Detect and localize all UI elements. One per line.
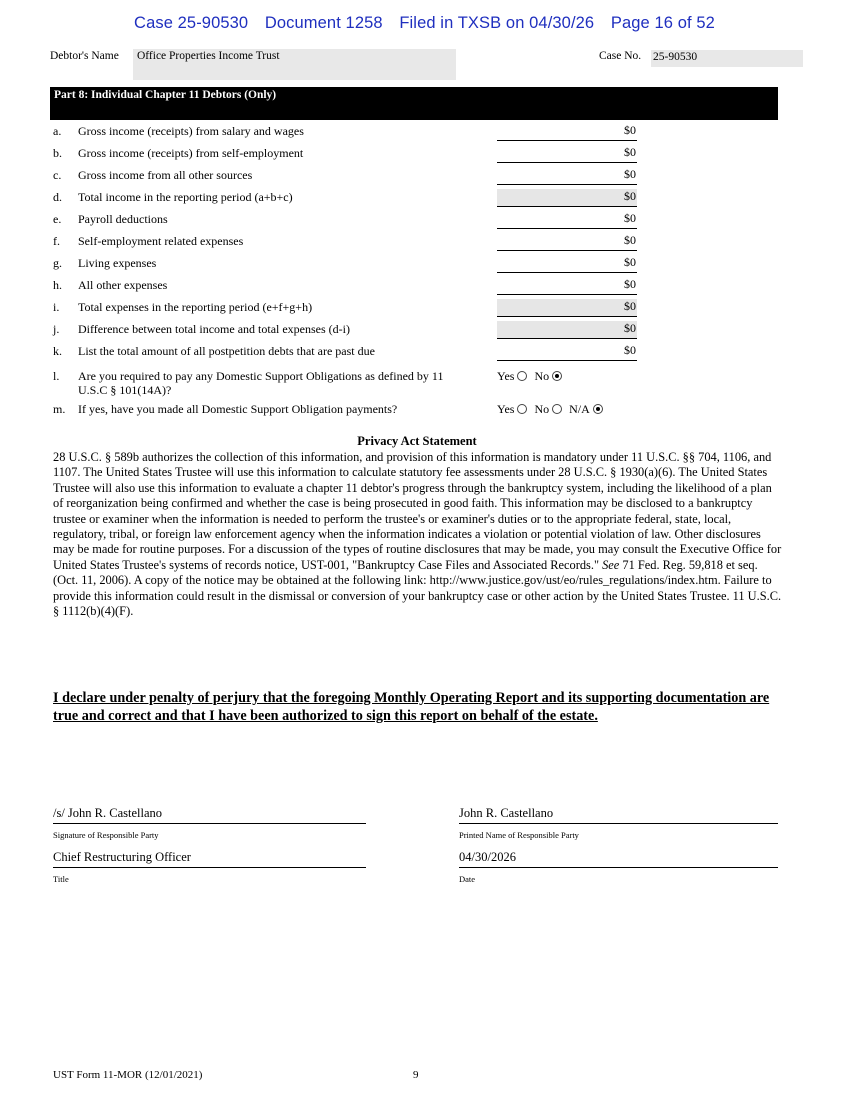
row-letter: i. [53, 300, 60, 314]
title-line [53, 867, 366, 868]
question-line: U.S.C § 101(14A)? [78, 383, 172, 397]
privacy-act-title: Privacy Act Statement [357, 434, 477, 448]
title-value: Chief Restructuring Officer [53, 850, 191, 864]
signature-value: /s/ John R. Castellano [53, 806, 163, 820]
amount-field: $0 [497, 343, 637, 361]
privacy-text: 28 U.S.C. § 589b authorizes the collection of this information, and provision of this information is mandatory under 11 U.S.C. §§ 704, 1106, and 1107. The United States Trustee will use this information to calculate statutory fee assessments under 28 U.S.C. § 1930(a)(6). The United States Trustee will also use this information to evaluate a chapter 11 debtor's progress through the bankruptcy system, including the likelihood of a plan of reorganization being confirmed and whether the case is being prosecuted in good faith. This information may be disclosed to a bankruptcy trustee or examiner when the information is needed to perform the trustee's or examiner's duties or to the appropriate federal, state, local, regulatory, tribal, or foreign law enforcement agency when the information indicates a violation or potential violation of law. Other disclosures may be made for routine purposes. For a discussion of the types of routine disclosures that may be made, you may consult the Executive Office for United States Trustee's systems of records notice, UST-001, "Bankruptcy Case Files and Associated Records." [53, 450, 782, 572]
row-label: Payroll deductions [78, 212, 168, 226]
na-radio[interactable] [593, 404, 603, 414]
debtor-name-label: Debtor's Name [50, 50, 119, 62]
question-line: Are you required to pay any Domestic Support Obligations as defined by 11 [78, 369, 444, 383]
no-radio[interactable] [552, 404, 562, 414]
amount-field: $0 [497, 233, 637, 251]
printed-name-caption: Printed Name of Responsible Party [459, 830, 579, 840]
title-caption: Title [53, 874, 69, 884]
row-letter: b. [53, 146, 62, 160]
no-label: No [534, 369, 550, 383]
amount-field: $0 [497, 123, 637, 141]
debtor-name-field: Office Properties Income Trust [133, 49, 456, 80]
difference-field: $0 [497, 321, 637, 339]
row-letter: e. [53, 212, 62, 226]
dso-payments-radio-group [497, 402, 607, 417]
signature-caption: Signature of Responsible Party [53, 830, 159, 840]
row-label: Total income in the reporting period (a+b+c) [78, 190, 293, 204]
na-label: N/A [569, 402, 590, 416]
privacy-text: 71 Fed. Reg. 59,818 et seq. (Oct. 11, 2006). A copy of the notice may be obtained at the following link: http://www.justice.gov/ust/eo/rules_regulations/index.htm. Failure to provide this information could result in the dismissal or conversion of your bankruptcy case or other action by the United States Trustee. 11 U.S.C. § 1112(b)(4)(F). [53, 557, 782, 619]
amount-field: $0 [497, 167, 637, 185]
yes-radio[interactable] [517, 371, 527, 381]
perjury-declaration: I declare under penalty of perjury that the foregoing Monthly Operating Report and its supporting documentation are true and correct and that I have been authorized to sign this report on behalf of the estate. [53, 690, 770, 724]
row-letter: g. [53, 256, 62, 270]
date-value: 04/30/2026 [459, 850, 516, 864]
row-letter: f. [53, 234, 60, 248]
row-letter: c. [53, 168, 62, 182]
row-label: Self-employment related expenses [78, 234, 244, 248]
see-citation: See [602, 557, 620, 572]
row-label: List the total amount of all postpetition debts that are past due [78, 344, 375, 358]
printed-name-value: John R. Castellano [459, 806, 554, 820]
row-letter: m. [53, 402, 66, 416]
amount-field: $0 [497, 277, 637, 295]
case-number-field: 25-90530 [651, 50, 803, 67]
total-income-field: $0 [497, 189, 637, 207]
row-label: Total expenses in the reporting period (e+f+g+h) [78, 300, 313, 314]
part-8-header: Part 8: Individual Chapter 11 Debtors (Only) [50, 87, 778, 120]
row-letter: j. [53, 322, 60, 336]
domestic-support-radio-group [497, 369, 566, 384]
amount-field: $0 [497, 211, 637, 229]
page-number: 9 [413, 1069, 419, 1081]
total-expenses-field: $0 [497, 299, 637, 317]
amount-field: $0 [497, 255, 637, 273]
case-number-header: Case 25-90530 [134, 14, 249, 32]
form-identifier: UST Form 11-MOR (12/01/2021) [53, 1069, 203, 1081]
row-label: Gross income from all other sources [78, 168, 253, 182]
yes-label: Yes [497, 369, 515, 383]
printed-name-line [459, 823, 778, 824]
amount-field: $0 [497, 145, 637, 163]
row-label: Difference between total income and total expenses (d-i) [78, 322, 350, 336]
date-caption: Date [459, 874, 476, 884]
row-letter: h. [53, 278, 62, 292]
yes-radio[interactable] [517, 404, 527, 414]
row-letter: a. [53, 124, 62, 138]
court-filing-header [0, 14, 849, 33]
row-letter: k. [53, 344, 62, 358]
row-label: Gross income (receipts) from salary and wages [78, 124, 304, 138]
row-letter: l. [53, 369, 60, 383]
document-number-header: Document 1258 [264, 14, 383, 32]
page-count-header: Page 16 of 52 [610, 14, 715, 32]
domestic-support-question [78, 369, 488, 397]
privacy-act-body [53, 450, 783, 619]
filed-date-header: Filed in TXSB on 04/30/26 [399, 14, 595, 32]
yes-label: Yes [497, 402, 515, 416]
dso-payments-question: If yes, have you made all Domestic Support Obligation payments? [78, 402, 398, 416]
row-label: Living expenses [78, 256, 157, 270]
row-letter: d. [53, 190, 62, 204]
row-label: All other expenses [78, 278, 168, 292]
signature-line [53, 823, 366, 824]
row-label: Gross income (receipts) from self-employment [78, 146, 304, 160]
date-line [459, 867, 778, 868]
no-label: No [534, 402, 550, 416]
no-radio[interactable] [552, 371, 562, 381]
case-number-label: Case No. [599, 50, 642, 62]
